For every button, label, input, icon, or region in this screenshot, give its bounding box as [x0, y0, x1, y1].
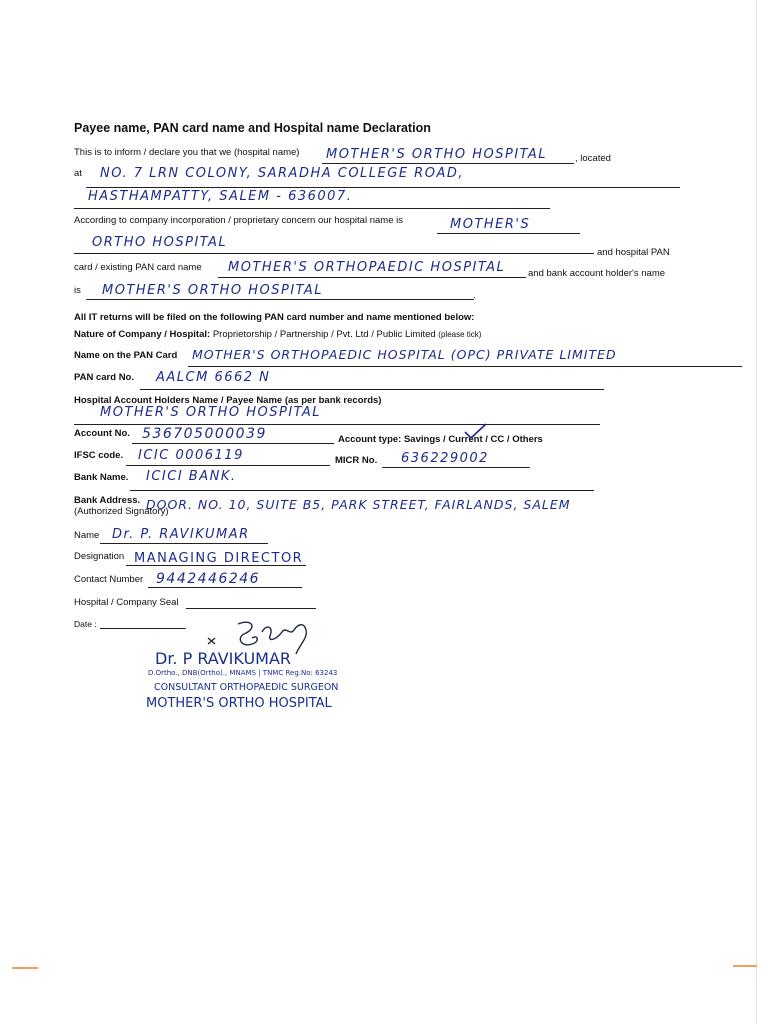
- location-line1[interactable]: NO. 7 LRN COLONY, SARADHA COLLEGE ROAD,: [100, 166, 464, 181]
- account-type-label: Account type: Savings / Current / CC / Others: [338, 434, 543, 445]
- authorized-signatory-heading: (Authorized Signatory): [74, 506, 169, 517]
- ifsc-value[interactable]: ICIC 0006119: [138, 448, 244, 463]
- stamp-hospital: MOTHER'S ORTHO HOSPITAL: [146, 696, 332, 711]
- incorporation-name-part2[interactable]: ORTHO HOSPITAL: [92, 235, 228, 250]
- contact-value[interactable]: 9442446246: [156, 571, 261, 587]
- stamp-role: CONSULTANT ORTHOPAEDIC SURGEON: [154, 682, 339, 693]
- name-on-pan-value[interactable]: MOTHER'S ORTHOPAEDIC HOSPITAL (OPC) PRIVATE LIMITED: [192, 347, 617, 362]
- bank-name-value[interactable]: ICICI BANK.: [146, 469, 237, 484]
- form-title: Payee name, PAN card name and Hospital name Declaration: [74, 121, 431, 135]
- signatory-name-value[interactable]: Dr. P. RAVIKUMAR: [112, 527, 250, 542]
- nature-options: Proprietorship / Partnership / Pvt. Ltd / Public Limited: [212, 329, 436, 340]
- bank-address-label: Bank Address.: [74, 495, 141, 506]
- intro-text: This is to inform / declare you that we (hospital name): [74, 147, 300, 158]
- and-pan-text: and hospital PAN: [597, 247, 670, 258]
- pan-no-value[interactable]: AALCM 6662 N: [156, 370, 271, 385]
- incorporation-text: According to company incorporation / proprietary concern our hospital name is: [74, 215, 403, 226]
- is-period: .: [473, 290, 476, 301]
- stamp-qualifications: D.Ortho., DNB(Ortho)., MNAMS | TNMC Reg.No: 63243: [148, 669, 338, 677]
- bank-name-label: Bank Name.: [74, 472, 129, 483]
- pan-card-name-label: card / existing PAN card name: [74, 262, 202, 273]
- account-holder-label: Hospital Account Holders Name / Payee Name (as per bank records): [74, 395, 382, 406]
- is-label: is: [74, 285, 81, 296]
- tick-mark-icon: [462, 421, 488, 441]
- bank-address-value[interactable]: DOOR. NO. 10, SUITE B5, PARK STREET, FAIRLANDS, SALEM: [146, 497, 571, 512]
- contact-label: Contact Number: [74, 574, 144, 585]
- nature-label: Nature of Company / Hospital:: [74, 329, 211, 340]
- account-no-label: Account No.: [74, 428, 130, 439]
- pan-no-label: PAN card No.: [74, 372, 135, 383]
- micr-label: MICR No.: [335, 455, 378, 466]
- ifsc-label: IFSC code.: [74, 450, 124, 461]
- name-on-pan-label: Name on the PAN Card: [74, 350, 178, 361]
- payee-name-value[interactable]: MOTHER'S ORTHO HOSPITAL: [100, 405, 322, 420]
- stamp-name: Dr. P RAVIKUMAR: [155, 649, 292, 668]
- account-holder-name-value[interactable]: MOTHER'S ORTHO HOSPITAL: [102, 283, 324, 298]
- micr-value[interactable]: 636229002: [401, 451, 489, 466]
- incorporation-name-part1[interactable]: MOTHER'S: [450, 217, 531, 232]
- designation-value[interactable]: MANAGING DIRECTOR: [134, 551, 304, 566]
- name-label: Name: [74, 530, 100, 541]
- returns-note: All IT returns will be filed on the following PAN card number and name mentioned below:: [74, 312, 475, 323]
- edge-mark-left: [12, 967, 38, 969]
- account-no-value[interactable]: 536705000039: [142, 426, 267, 442]
- hospital-name-value[interactable]: MOTHER'S ORTHO HOSPITAL: [326, 147, 548, 162]
- pan-card-name-value[interactable]: MOTHER'S ORTHOPAEDIC HOSPITAL: [228, 260, 506, 275]
- located-text: , located: [575, 153, 611, 164]
- edge-mark-right: [733, 965, 757, 967]
- tick-note: (please tick): [438, 330, 482, 339]
- and-bank-text: and bank account holder's name: [528, 268, 666, 279]
- date-label: Date :: [74, 619, 97, 629]
- designation-label: Designation: [74, 551, 125, 562]
- location-line2[interactable]: HASTHAMPATTY, SALEM - 636007.: [88, 189, 353, 204]
- page-edge-line: [756, 0, 757, 1024]
- at-label: at: [74, 168, 82, 179]
- seal-label: Hospital / Company Seal: [74, 597, 179, 608]
- nature-row: [74, 329, 481, 340]
